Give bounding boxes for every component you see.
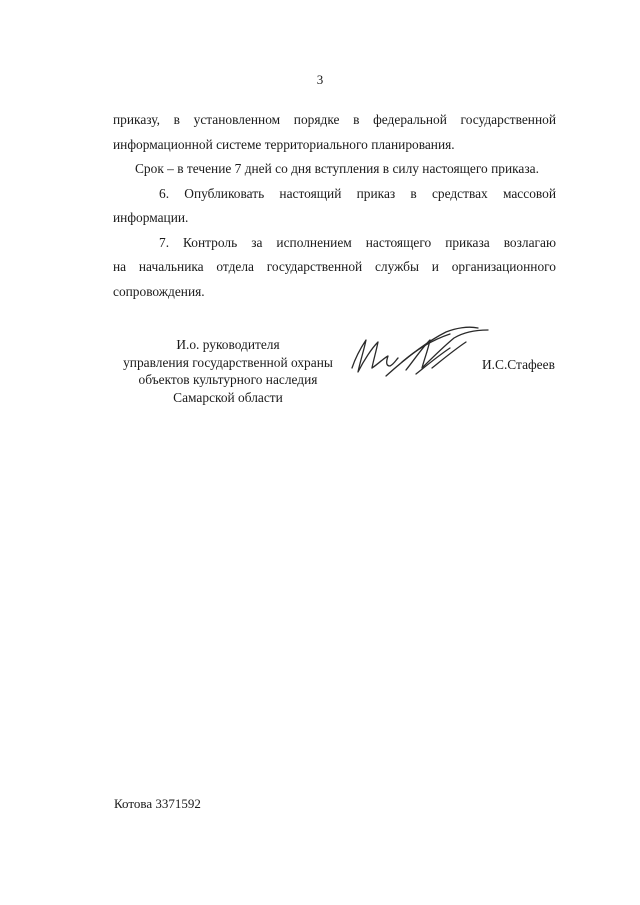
signer-position-line: И.о. руководителя: [176, 337, 280, 352]
signer-position-line: управления государственной охраны: [123, 354, 333, 370]
handwritten-signature: [346, 318, 496, 382]
document-body: [113, 108, 556, 304]
signer-name: И.С.Стафеев: [482, 357, 555, 372]
paragraph-line: приказу, в установленном порядке в федеральной государственной: [113, 112, 556, 127]
paragraph-line: информационной системе территориального планирования.: [113, 136, 455, 152]
page-number: 3: [316, 72, 324, 87]
executor-note: Котова 3371592: [114, 796, 201, 811]
paragraph-line: на начальника отдела государственной службы и организационного: [113, 259, 556, 274]
signer-position-line: объектов культурного наследия: [138, 372, 318, 387]
paragraph-line: 7. Контроль за исполнением настоящего приказа возлагаю: [159, 234, 556, 250]
paragraph-line: сопровождения.: [113, 283, 205, 299]
signer-position: [108, 336, 348, 406]
signer-position-line: Самарской области: [173, 389, 283, 405]
paragraph-line: информации.: [113, 210, 189, 225]
paragraph-line: 6. Опубликовать настоящий приказ в средствах массовой: [159, 185, 556, 201]
term-line: Срок – в течение 7 дней со дня вступления в силу настоящего приказа.: [135, 161, 539, 176]
